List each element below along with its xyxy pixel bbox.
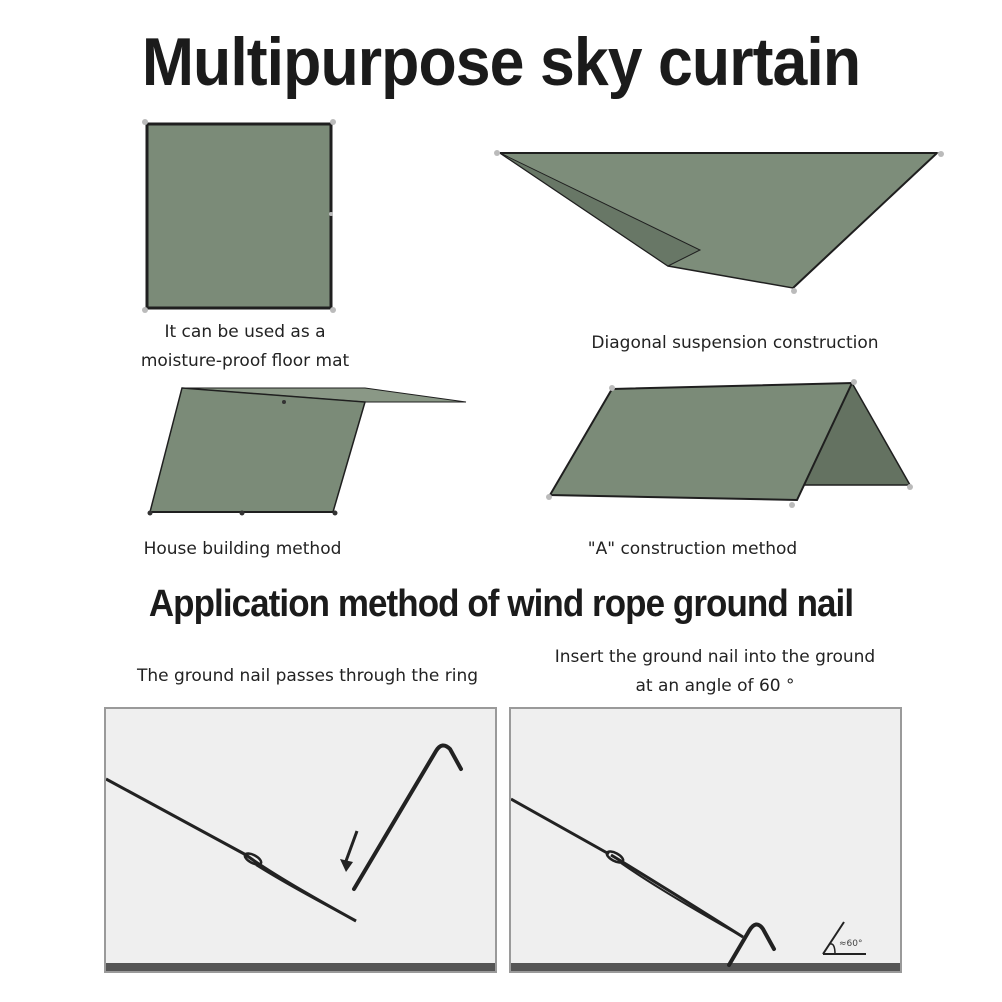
angle-step-panel xyxy=(509,707,902,973)
floor-mat-caption-line1: It can be used as a xyxy=(164,322,326,342)
angle-step-caption xyxy=(535,643,895,701)
angle-step-caption-line2: at an angle of 60 ° xyxy=(635,676,795,696)
angle-step-drawing xyxy=(511,709,902,973)
ring-step-panel xyxy=(104,707,497,973)
application-title: Application method of wind rope ground nail xyxy=(148,583,854,625)
floor-mat-caption xyxy=(120,318,370,376)
house-building-illustration xyxy=(148,388,467,516)
house-building-caption: House building method xyxy=(143,539,342,559)
diagonal-suspension-illustration xyxy=(494,150,944,294)
a-frame-caption: "A" construction method xyxy=(587,539,798,559)
main-title: Multipurpose sky curtain xyxy=(141,24,861,100)
ring-step-drawing xyxy=(106,709,497,973)
a-frame-illustration xyxy=(546,379,913,508)
angle-step-caption-line1: Insert the ground nail into the ground xyxy=(554,647,876,667)
diagonal-suspension-caption: Diagonal suspension construction xyxy=(591,333,879,353)
floor-mat-illustration xyxy=(142,119,336,313)
angle-mark-label: ≈60° xyxy=(839,939,863,949)
floor-mat-caption-line2: moisture-proof floor mat xyxy=(140,351,350,371)
ring-step-caption: The ground nail passes through the ring xyxy=(136,666,479,686)
